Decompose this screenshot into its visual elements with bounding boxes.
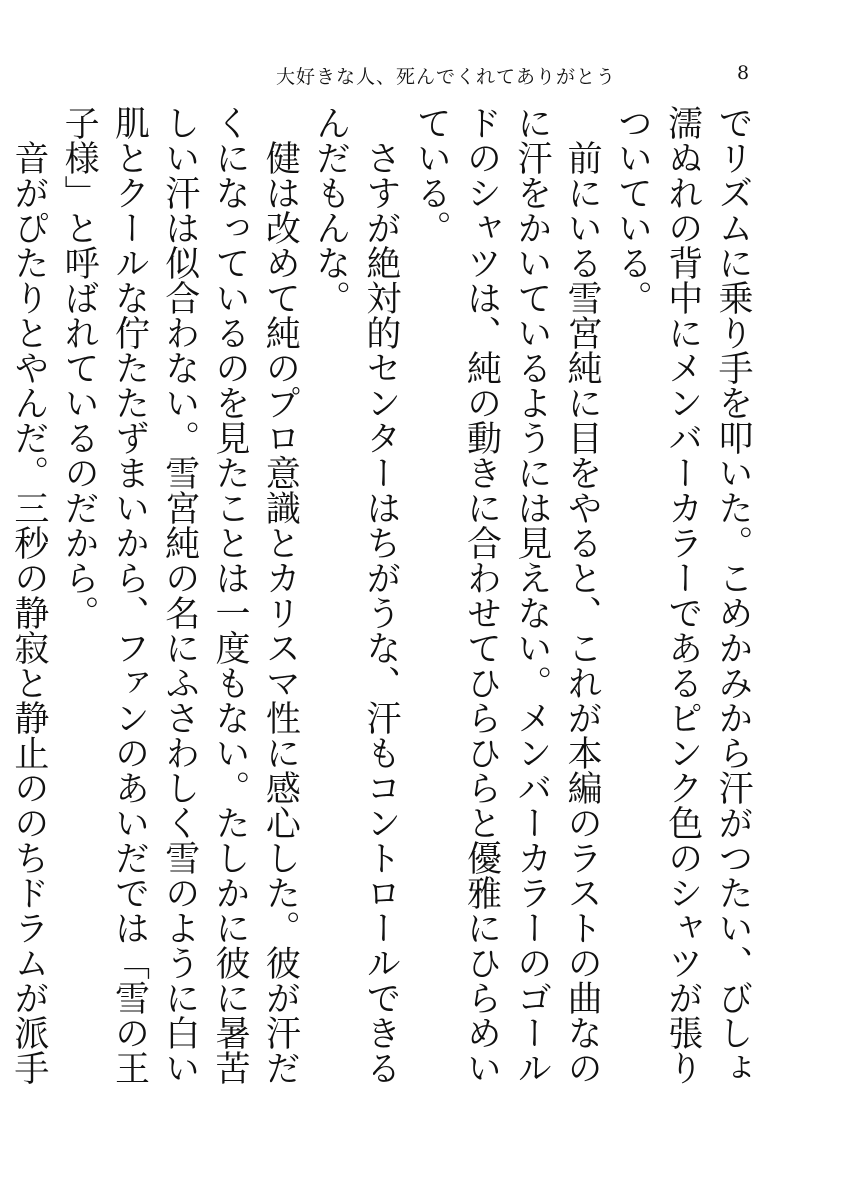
- paragraph-4: 健は改めて純のプロ意識とカリスマ性に感心した。彼が汗だくになっているのを見たことは一度もない。たしかに彼に暑苦しい汗は似合わない。雪宮純の名にふさわしく雪のように白い肌とクールな佇たたずまいから、ファンのあいだでは「雪の王子様」と呼ばれているのだから。: [59, 105, 301, 1085]
- paragraph-1: でリズムに乗り手を叩いた。こめかみから汗がつたい、びしょ濡ぬれの背中にメンバーカラーであるピンク色のシャツが張りついている。: [612, 105, 753, 1085]
- paragraph-5: 音がぴたりとやんだ。三秒の静寂と静止ののちドラムが派手: [8, 140, 49, 1085]
- vertical-text-body: [8, 105, 758, 1115]
- running-header-title: 大好きな人、死んでくれてありがとう: [276, 66, 617, 88]
- paragraph-3: さすが絶対的センターはちがうな、汗もコントロールできるんだもんな。: [310, 105, 401, 1085]
- paragraph-2: 前にいる雪宮純に目をやると、これが本編のラストの曲なのに汗をかいているようには見えない。メンバーカラーのゴールドのシャツは、純の動きに合わせてひらひらと優雅にひらめいている。: [411, 105, 603, 1085]
- page-number: 8: [737, 62, 750, 84]
